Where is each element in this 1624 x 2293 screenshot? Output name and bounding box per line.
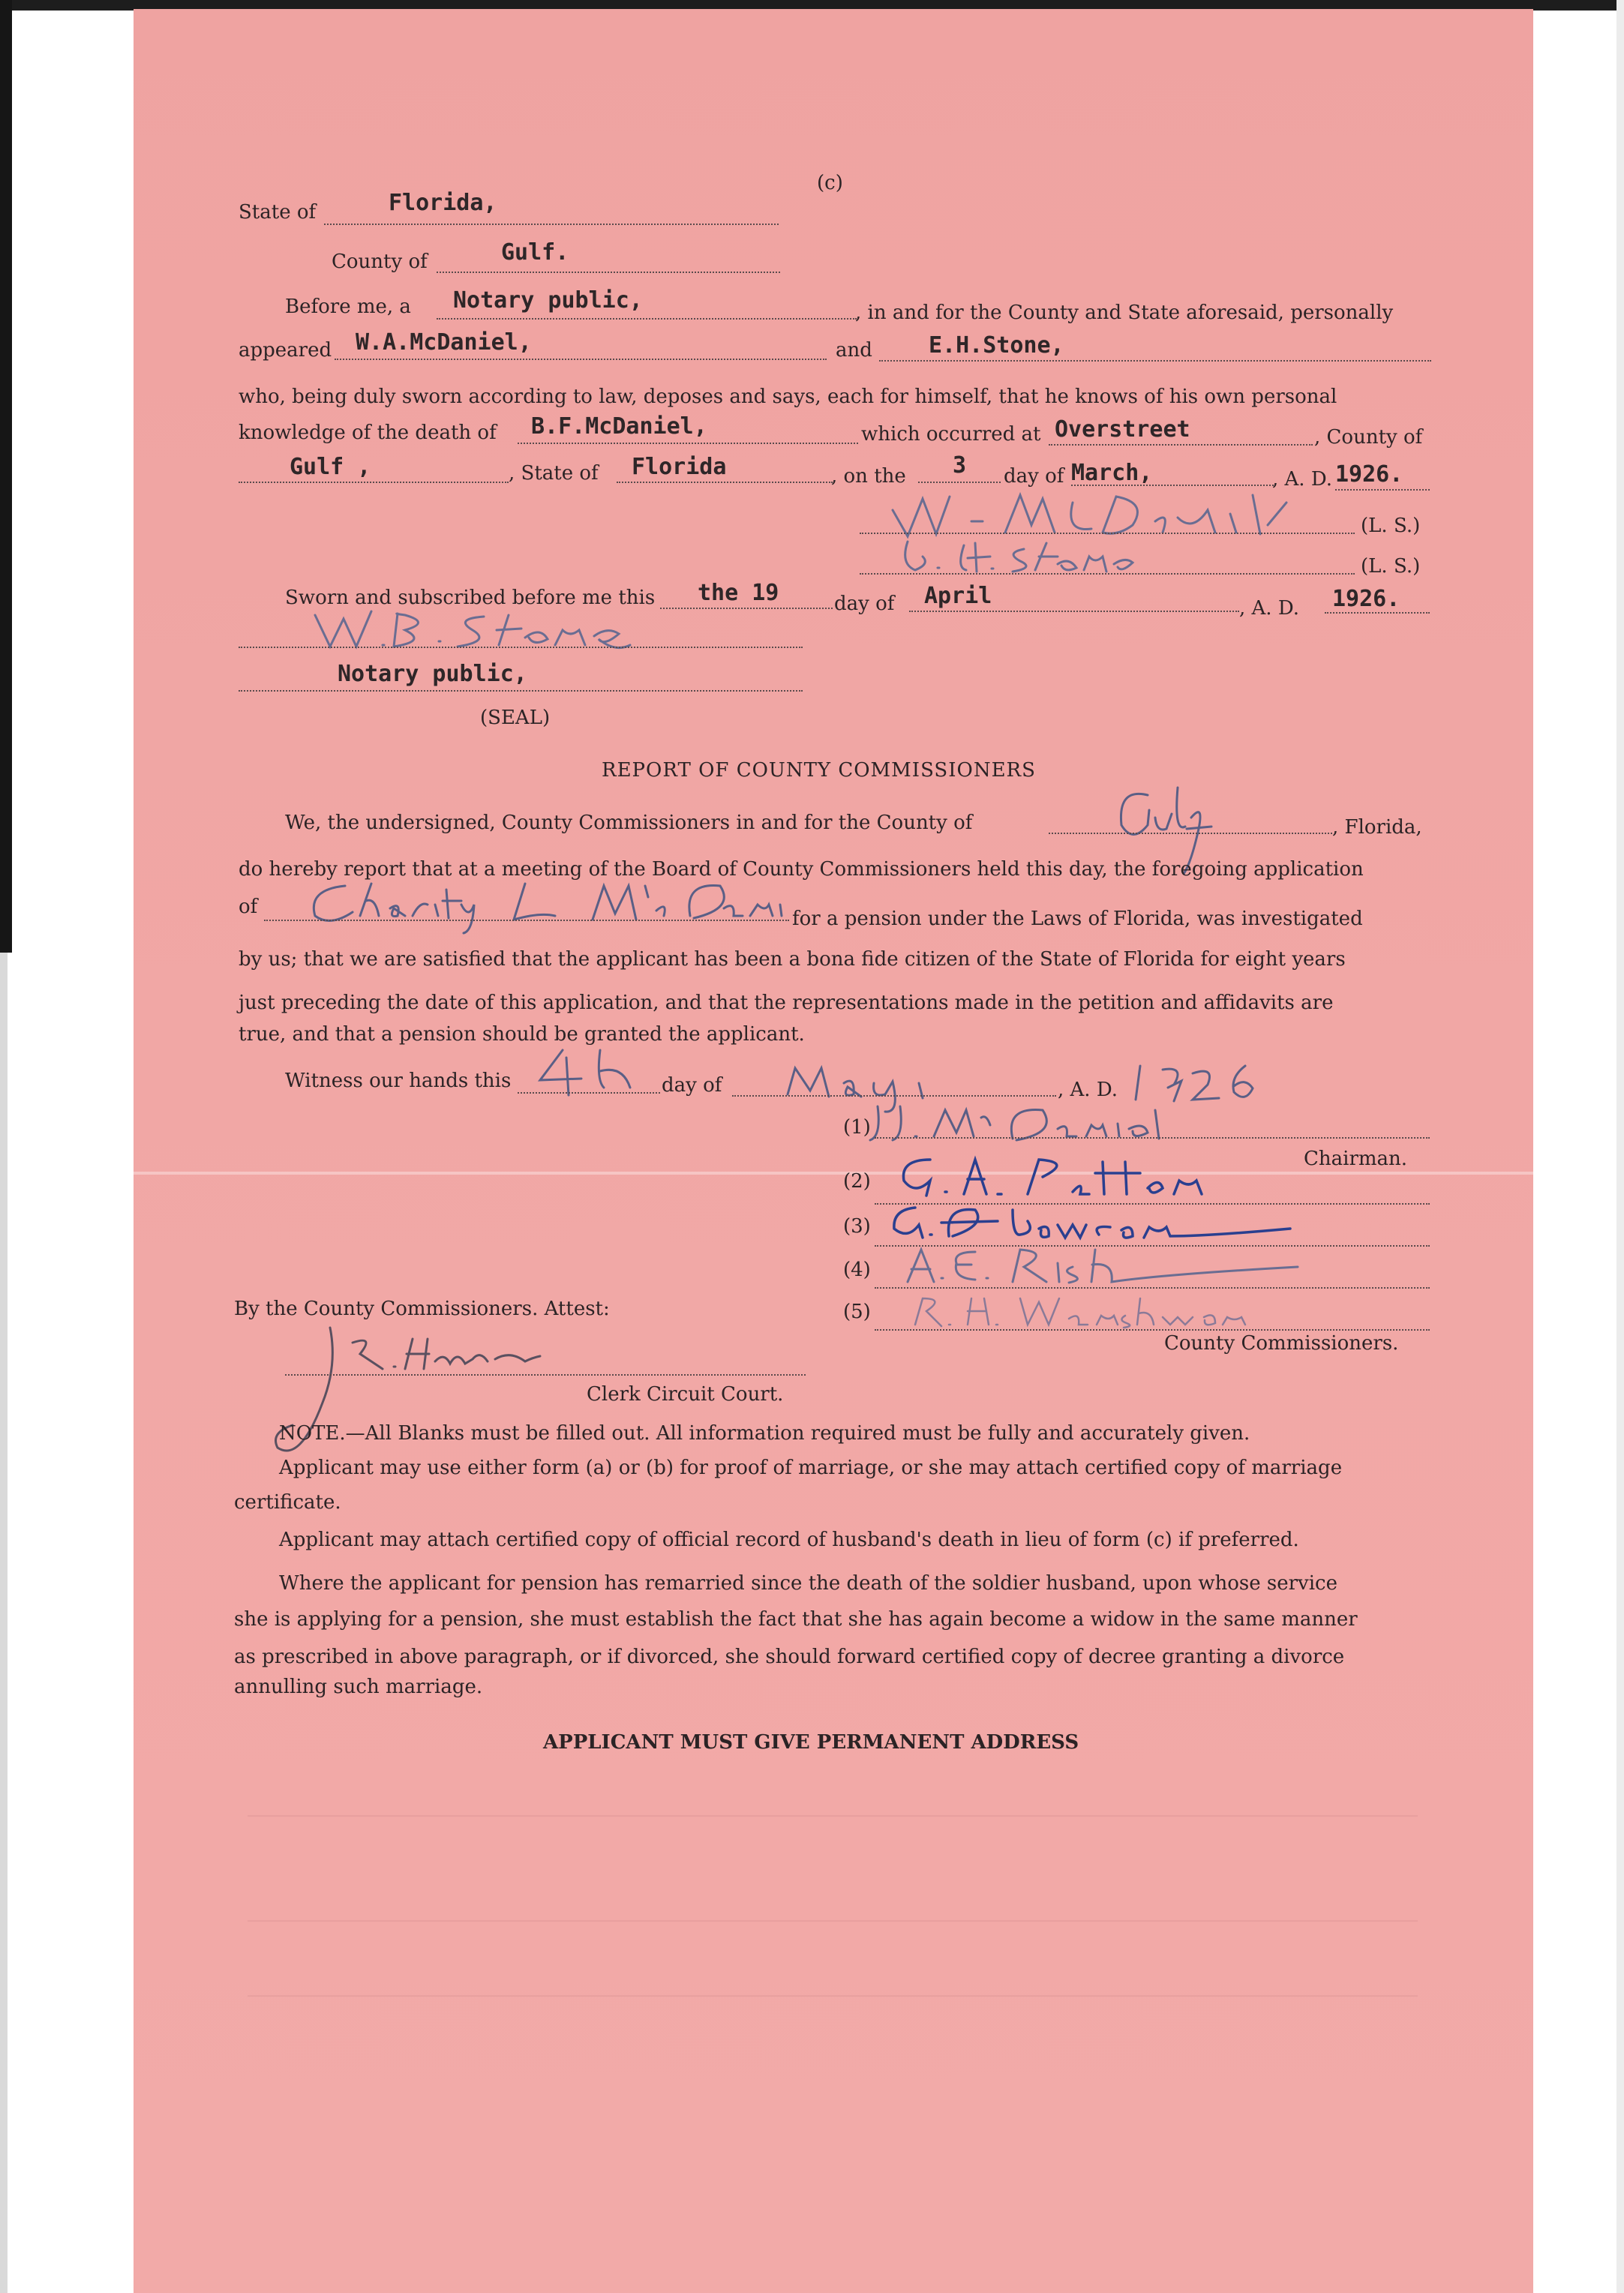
report-heading: REPORT OF COUNTY COMMISSIONERS	[602, 759, 1036, 782]
deceased-value: B.F.McDaniel,	[531, 413, 707, 440]
affiant2-signature-line	[860, 573, 1355, 575]
report-line4: by us; that we are satisfied that the applicant has been a bona fide citizen of the State of Florida for eight years	[239, 948, 1346, 971]
applicant-name-blank	[264, 920, 789, 921]
report-line3-end: for a pension under the Laws of Florida, was investigated	[792, 908, 1363, 930]
seal-label: (SEAL)	[480, 707, 551, 729]
commissioner-num-2: (2)	[843, 1170, 871, 1193]
note-2b: certificate.	[234, 1491, 341, 1514]
scan-edge-left	[0, 0, 12, 953]
witness-day-graphic	[525, 1043, 660, 1103]
witness-day-of-label: day of	[662, 1074, 722, 1097]
sworn-text: who, being duly sworn according to law, deposes and says, each for himself, that he knows of his own personal	[239, 386, 1337, 408]
commissioner4-signature-graphic	[893, 1241, 1313, 1286]
death-day-value: 3	[953, 452, 967, 479]
place-blank	[1049, 444, 1313, 446]
on-the-label: , on the	[831, 465, 906, 488]
death-state-value: Florida	[632, 454, 727, 480]
report-line5: just preceding the date of this application, and that the representations made in the petition and affidavits are	[239, 992, 1334, 1014]
affiant1-blank	[335, 359, 827, 360]
affiant2-blank	[879, 360, 1431, 362]
deceased-blank	[518, 443, 858, 444]
commissioner1-signature-graphic	[863, 1095, 1193, 1148]
scan-edge-left-lower	[0, 953, 8, 2293]
report-county-blank	[1049, 833, 1332, 834]
which-occurred-label: which occurred at	[861, 423, 1041, 446]
and-label: and	[836, 339, 872, 362]
witness-ad-label: , A. D.	[1058, 1079, 1118, 1101]
death-county-value: Gulf ,	[290, 454, 371, 480]
applicant-name-graphic	[300, 875, 795, 935]
reverse-bleed-rule	[248, 1815, 1418, 1817]
clerk-line	[285, 1374, 806, 1376]
commissioner3-signature-graphic	[885, 1199, 1305, 1244]
county-blank	[437, 272, 780, 273]
commissioner5-line	[875, 1329, 1430, 1331]
chairman-label: Chairman.	[1304, 1148, 1408, 1170]
note-4c: as prescribed in above paragraph, or if divorced, she should forward certified copy of decree granting a divorce	[234, 1646, 1345, 1668]
address-heading: APPLICANT MUST GIVE PERMANENT ADDRESS	[543, 1731, 1079, 1754]
before-me-label: Before me, a	[285, 296, 411, 318]
sworn-day-of-label: day of	[834, 593, 895, 615]
state-of-label: State of	[239, 201, 317, 224]
notary-signature-graphic	[300, 600, 645, 660]
report-line2: do hereby report that at a meeting of the Board of County Commissioners held this day, the foregoing application	[239, 858, 1364, 881]
note-3: Applicant may attach certified copy of official record of husband's death in lieu of form (c) if preferred.	[279, 1529, 1299, 1551]
state-of-label-2: , State of	[509, 462, 599, 485]
report-line1-start: We, the undersigned, County Commissioners in and for the County of	[285, 812, 973, 834]
clerk-label: Clerk Circuit Court.	[587, 1383, 784, 1406]
sworn-month-blank	[909, 611, 1239, 612]
commissioner-num-5: (5)	[843, 1301, 871, 1323]
appeared-label: appeared	[239, 339, 332, 362]
ls-label-2: (L. S.)	[1361, 555, 1421, 578]
commissioner1-line	[875, 1137, 1430, 1139]
ls-label-1: (L. S.)	[1361, 515, 1421, 537]
report-line1-end: , Florida,	[1332, 816, 1422, 839]
sworn-year-value: 1926.	[1332, 586, 1400, 612]
state-value: Florida,	[389, 190, 497, 216]
notary-title-line	[239, 690, 803, 692]
commissioner-num-1: (1)	[843, 1116, 871, 1139]
death-year-blank	[1335, 489, 1430, 491]
sworn-subscribed-label: Sworn and subscribed before me this	[285, 587, 656, 609]
death-year-value: 1926.	[1335, 461, 1403, 488]
report-line3-start: of	[239, 896, 258, 918]
death-month-value: March,	[1071, 460, 1153, 486]
reverse-bleed-rule	[248, 1995, 1418, 1997]
note-4d: annulling such marriage.	[234, 1676, 483, 1698]
note-4a: Where the applicant for pension has remarried since the death of the soldier husband, upon whose service	[279, 1572, 1337, 1595]
sworn-ad-label: , A. D.	[1239, 597, 1300, 620]
in-and-for-text: , in and for the County and State aforesaid, personally	[855, 302, 1394, 324]
county-of-label-2: , County of	[1314, 426, 1423, 449]
section-label: (c)	[817, 172, 843, 194]
notary-signature-line	[239, 647, 803, 648]
commissioner-num-3: (3)	[843, 1215, 871, 1238]
scan-edge-right	[1616, 0, 1624, 2293]
sworn-day-value: the 19	[698, 580, 779, 606]
officer-value: Notary public,	[453, 287, 643, 314]
commissioner5-signature-graphic	[900, 1287, 1305, 1332]
sworn-day-blank	[660, 608, 833, 609]
notary-title-value: Notary public,	[338, 661, 527, 687]
officer-blank	[437, 318, 857, 320]
state-blank	[324, 224, 779, 225]
ad-label: , A. D.	[1272, 468, 1333, 491]
commissioner-num-4: (4)	[843, 1259, 871, 1281]
by-commissioners-label: By the County Commissioners. Attest:	[234, 1298, 610, 1320]
affiant2-value: E.H.Stone,	[929, 332, 1064, 359]
witness-day-blank	[518, 1092, 660, 1094]
sworn-month-value: April	[924, 583, 992, 609]
affiant1-value: W.A.McDaniel,	[356, 329, 532, 356]
death-county-blank	[239, 482, 509, 483]
report-line6: true, and that a pension should be granted the applicant.	[239, 1023, 805, 1046]
commissioner2-signature-graphic	[893, 1151, 1223, 1203]
clerk-signature-graphic	[270, 1320, 555, 1470]
note-4b: she is applying for a pension, she must establish the fact that she has again become a widow in the same manner	[234, 1608, 1358, 1631]
county-value: Gulf.	[501, 239, 569, 266]
note-2a: Applicant may use either form (a) or (b) for proof of marriage, or she may attach certified copy of marriage	[279, 1457, 1343, 1479]
knowledge-label: knowledge of the death of	[239, 422, 497, 444]
affiant2-signature-graphic	[893, 534, 1178, 579]
death-state-blank	[617, 482, 833, 483]
witness-label: Witness our hands this	[285, 1070, 512, 1092]
place-value: Overstreet	[1055, 416, 1190, 443]
sworn-year-blank	[1325, 612, 1430, 614]
reverse-bleed-rule	[248, 1920, 1418, 1922]
county-of-label: County of	[332, 251, 428, 273]
note-1: NOTE.—All Blanks must be filled out. All information required must be fully and accurately given.	[279, 1422, 1250, 1445]
day-of-label: day of	[1004, 465, 1064, 488]
county-commissioners-label: County Commissioners.	[1164, 1332, 1399, 1355]
paper-fold-line	[134, 1172, 1533, 1175]
